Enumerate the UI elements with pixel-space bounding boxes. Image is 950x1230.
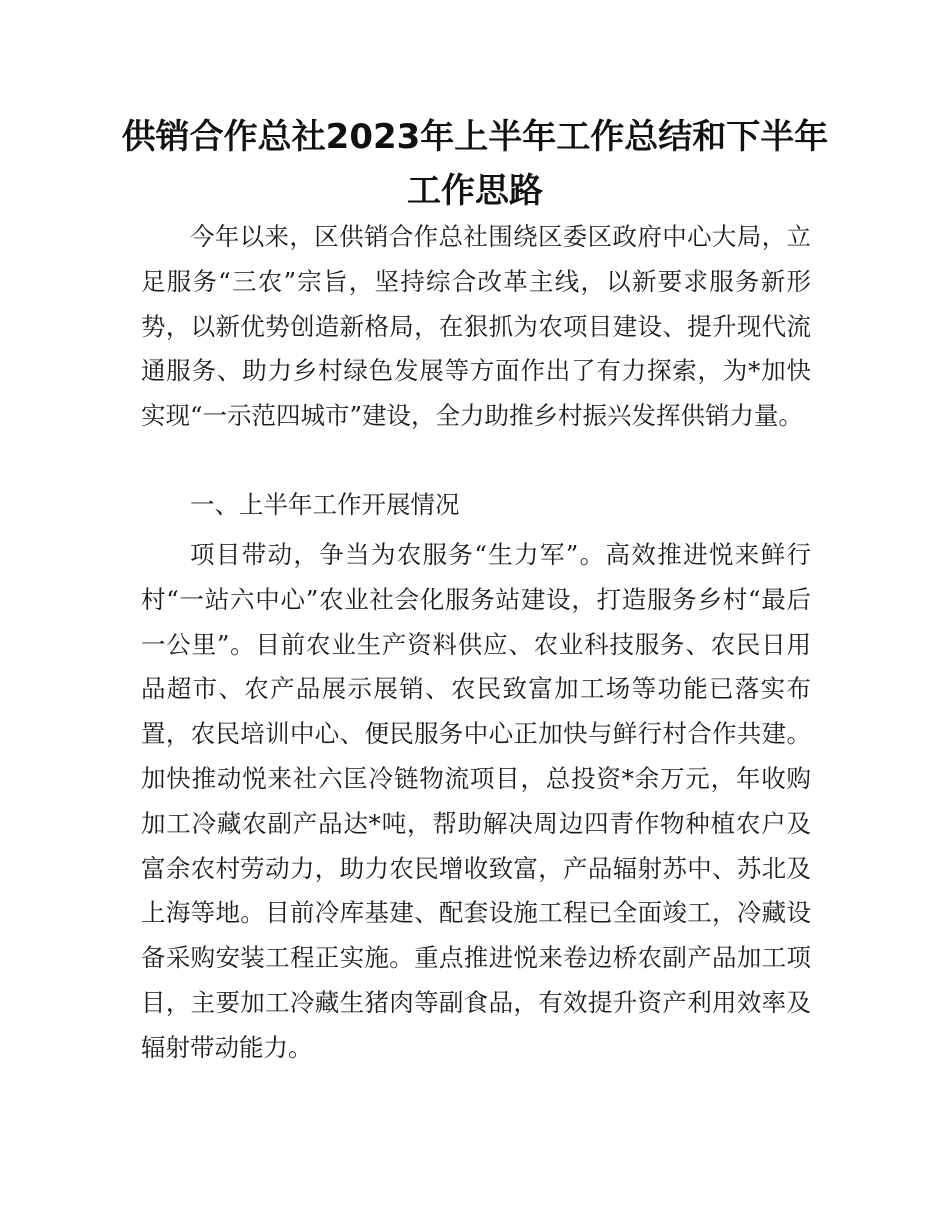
title-line-2: 工作思路	[407, 171, 543, 211]
projects-paragraph: 项目带动，争当为农服务“生力军”。高效推进悦来鲜行村“一站六中心”农业社会化服务站建设，打造服务乡村“最后一公里”。目前农业生产资料供应、农业科技服务、农民日用品超市、农产品展示展销、农民致富加工场等功能已落实布置，农民培训中心、便民服务中心正加快与鲜行村合作共建。加快推动悦来社六匡冷链物流项目，总投资*余万元，年收购加工冷藏农副产品达*吨，帮助解决周边四青作物种植农户及富余农村劳动力，助力农民增收致富，产品辐射苏中、苏北及上海等地。目前冷库基建、配套设施工程已全面竣工，冷藏设备采购安装工程正实施。重点推进悦来卷边桥农副产品加工项目，主要加工冷藏生猪肉等副食品，有效提升资产利用效率及辐射带动能力。	[141, 540, 811, 1062]
section-heading: 一、上半年工作开展情况	[190, 490, 460, 519]
document-title	[110, 110, 840, 218]
title-line-1: 供销合作总社2023年上半年工作总结和下半年	[121, 117, 829, 157]
intro-paragraph: 今年以来，区供销合作总社围绕区委区政府中心大局，立足服务“三农”宗旨，坚持综合改革主线，以新要求服务新形势，以新优势创造新格局，在狠抓为农项目建设、提升现代流通服务、助力乡村绿色发展等方面作出了有力探索，为*加快实现“一示范四城市”建设，全力助推乡村振兴发挥供销力量。	[141, 222, 811, 431]
